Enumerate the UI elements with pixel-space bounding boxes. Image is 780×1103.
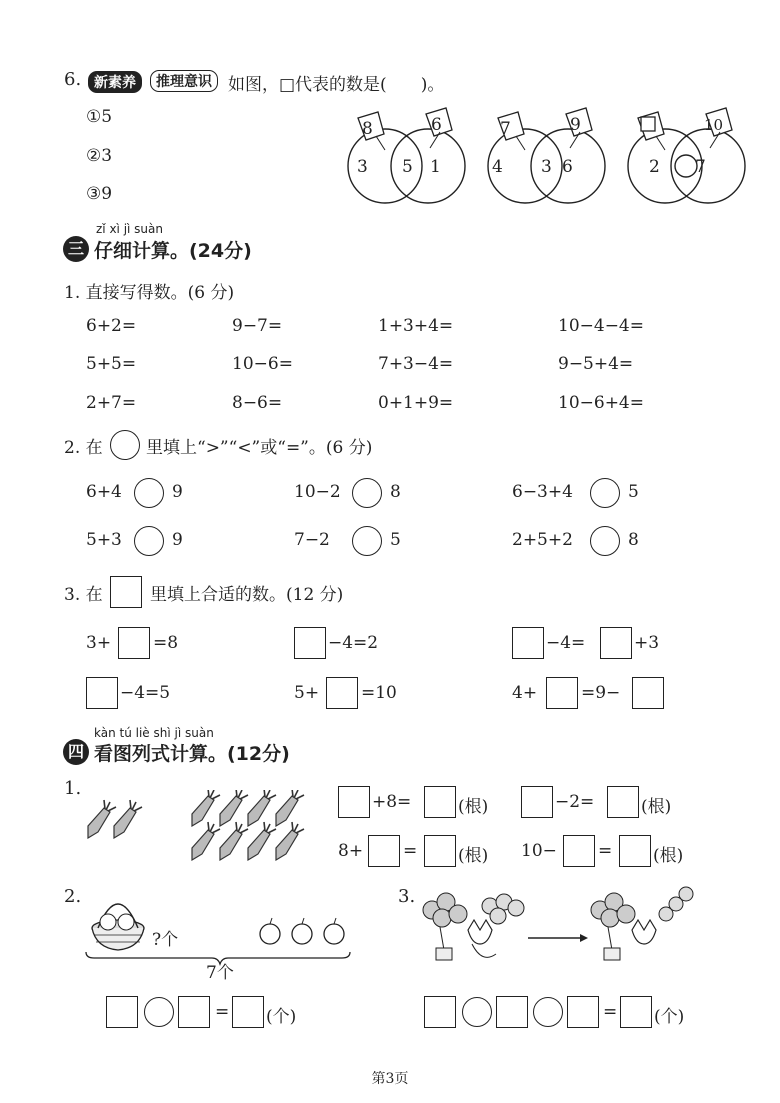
carrot-icon xyxy=(192,790,220,826)
title-box-icon xyxy=(110,576,142,608)
carrot-icon xyxy=(220,822,248,860)
calc-item[interactable]: 0+1+9= xyxy=(378,393,454,413)
p3-e-left: 5+ xyxy=(294,683,320,703)
p3-d-right: −4=5 xyxy=(120,683,171,703)
p3-unit: (个) xyxy=(654,1007,685,1027)
answer-box[interactable] xyxy=(106,996,138,1028)
p3-a-left: 3+ xyxy=(86,633,112,653)
answer-box[interactable] xyxy=(512,627,544,659)
answer-box[interactable] xyxy=(632,677,664,709)
venn-1-left: 3 xyxy=(357,157,368,177)
carrot-icon xyxy=(276,790,304,826)
sec3-p3-title-a: 3. 在 xyxy=(64,585,103,605)
sec4-p1-number: 1. xyxy=(64,778,82,799)
q6-option-3[interactable]: ③9 xyxy=(86,184,113,204)
answer-box[interactable] xyxy=(424,786,456,818)
venn-2-right-tag: 9 xyxy=(570,115,581,135)
answer-box[interactable] xyxy=(178,996,210,1028)
carrot-icon xyxy=(114,800,142,838)
title-circle-icon xyxy=(110,430,140,460)
p3-f-left: 4+ xyxy=(512,683,538,703)
calc-item[interactable]: 10−6+4= xyxy=(558,393,644,413)
compare-circle[interactable] xyxy=(352,526,382,556)
p3-c-right: +3 xyxy=(634,633,660,653)
venn-2-right: 6 xyxy=(562,157,573,177)
sec4-title: 看图列式计算。(12分) xyxy=(94,743,290,765)
compare-circle[interactable] xyxy=(134,478,164,508)
answer-box[interactable] xyxy=(567,996,599,1028)
p1-eq4-left: 10− xyxy=(521,841,557,861)
p3-b-right: −4=2 xyxy=(328,633,379,653)
apple-icon xyxy=(292,918,312,944)
compare-right: 8 xyxy=(628,530,639,550)
sec3-number: 三 xyxy=(63,236,89,262)
calc-item[interactable]: 10−4−4= xyxy=(558,316,644,336)
calc-item[interactable]: 7+3−4= xyxy=(378,354,454,374)
calc-item[interactable]: 9−7= xyxy=(232,316,283,336)
sec3-p2-title-a: 2. 在 xyxy=(64,438,103,458)
p2-question: ?个 xyxy=(152,930,179,950)
page-number: 第3页 xyxy=(371,1071,409,1087)
sec3-p3-title-b: 里填上合适的数。(12 分) xyxy=(150,585,344,605)
answer-box[interactable] xyxy=(546,677,578,709)
q6-option-1[interactable]: ①5 xyxy=(86,107,113,127)
sec4-p3-number: 3. xyxy=(398,886,416,907)
answer-box[interactable] xyxy=(619,835,651,867)
compare-circle[interactable] xyxy=(352,478,382,508)
venn-1-right-tag: 6 xyxy=(431,115,442,135)
compare-circle[interactable] xyxy=(134,526,164,556)
calc-item[interactable]: 1+3+4= xyxy=(378,316,454,336)
compare-right: 9 xyxy=(172,530,183,550)
venn-3-mid-circle xyxy=(675,155,697,177)
fox-icon xyxy=(468,920,496,957)
calc-item[interactable]: 2+7= xyxy=(86,393,137,413)
carrots-picture xyxy=(84,790,314,870)
compare-left: 2+5+2 xyxy=(512,530,573,550)
sec4-p2-number: 2. xyxy=(64,886,82,907)
compare-right: 5 xyxy=(390,530,401,550)
venn-3 xyxy=(628,108,745,203)
operator-circle[interactable] xyxy=(462,997,492,1027)
p1-unit-3: (根) xyxy=(458,846,489,866)
venn-1-right: 1 xyxy=(430,157,441,177)
p3-f-mid: =9− xyxy=(581,683,621,703)
carrot-icon xyxy=(192,822,220,860)
compare-left: 7−2 xyxy=(294,530,330,550)
venn-1-mid: 5 xyxy=(402,157,413,177)
compare-right: 5 xyxy=(628,482,639,502)
p3-e-right: =10 xyxy=(361,683,397,703)
balloons-right-icon xyxy=(591,887,693,960)
answer-box[interactable] xyxy=(424,835,456,867)
calc-item[interactable]: 8−6= xyxy=(232,393,283,413)
arrow-right-icon xyxy=(528,934,588,942)
carrot-icon xyxy=(88,800,116,838)
balloons-picture xyxy=(412,880,712,970)
venn-diagrams xyxy=(340,100,760,215)
apple-icon xyxy=(324,918,344,944)
sec3-p2-title-b: 里填上“>”“<”或“=”。(6 分) xyxy=(146,438,373,458)
balloons-held-icon xyxy=(482,894,524,924)
sec3-p1-title: 1. 直接写得数。(6 分) xyxy=(64,283,235,303)
calc-item[interactable]: 9−5+4= xyxy=(558,354,634,374)
answer-box[interactable] xyxy=(496,996,528,1028)
venn-2-mid: 3 xyxy=(541,157,552,177)
calc-item[interactable]: 10−6= xyxy=(232,354,293,374)
sec4-number: 四 xyxy=(63,739,89,765)
unknown-square xyxy=(641,117,655,131)
sec4-pinyin: kàn tú liè shì jì suàn xyxy=(94,726,214,740)
p1-eq3-eq: = xyxy=(403,841,418,861)
compare-right: 9 xyxy=(172,482,183,502)
p1-eq2-op: −2= xyxy=(555,792,595,812)
p2-total: 7个 xyxy=(206,963,234,983)
answer-box[interactable] xyxy=(294,627,326,659)
q6-option-2[interactable]: ②3 xyxy=(86,146,113,166)
p1-eq4-eq: = xyxy=(598,841,613,861)
answer-box[interactable] xyxy=(521,786,553,818)
basket-icon xyxy=(92,904,144,950)
carrot-icon xyxy=(248,790,276,826)
answer-box[interactable] xyxy=(232,996,264,1028)
p1-eq3-left: 8+ xyxy=(338,841,364,861)
q6-stem: 如图，□代表的数是( )。 xyxy=(228,75,445,95)
balloons-left-icon xyxy=(423,893,467,960)
answer-box[interactable] xyxy=(620,996,652,1028)
compare-left: 5+3 xyxy=(86,530,122,550)
calc-item[interactable]: 5+5= xyxy=(86,354,137,374)
p2-equals: = xyxy=(215,1002,230,1022)
compare-right: 8 xyxy=(390,482,401,502)
compare-circle[interactable] xyxy=(590,526,620,556)
p1-unit-4: (根) xyxy=(653,846,684,866)
p3-equals: = xyxy=(603,1002,618,1022)
p2-unit: (个) xyxy=(266,1007,297,1027)
q6-number: 6. xyxy=(64,69,82,90)
p1-unit-2: (根) xyxy=(641,797,672,817)
badge-new-literacy: 新素养 xyxy=(88,71,142,93)
compare-left: 10−2 xyxy=(294,482,341,502)
answer-box[interactable] xyxy=(607,786,639,818)
venn-3-right: 7 xyxy=(695,157,706,177)
answer-box[interactable] xyxy=(118,627,150,659)
calc-item[interactable]: 6+2= xyxy=(86,316,137,336)
operator-circle[interactable] xyxy=(533,997,563,1027)
venn-3-left: 2 xyxy=(649,157,660,177)
p3-c-mid: −4= xyxy=(546,633,586,653)
apple-icon xyxy=(260,918,280,944)
sec3-title: 仔细计算。(24分) xyxy=(94,240,252,262)
p1-eq1-op: +8= xyxy=(372,792,412,812)
venn-1-left-tag: 8 xyxy=(362,119,373,139)
answer-box[interactable] xyxy=(563,835,595,867)
venn-3-right-tag: 10 xyxy=(704,116,724,134)
answer-box[interactable] xyxy=(600,627,632,659)
carrot-icon xyxy=(220,790,248,826)
operator-circle[interactable] xyxy=(144,997,174,1027)
answer-box[interactable] xyxy=(424,996,456,1028)
p3-a-right: =8 xyxy=(153,633,179,653)
venn-2-left-tag: 7 xyxy=(500,119,511,139)
answer-box[interactable] xyxy=(86,677,118,709)
compare-left: 6−3+4 xyxy=(512,482,573,502)
carrot-icon xyxy=(276,822,304,860)
compare-left: 6+4 xyxy=(86,482,122,502)
sec3-pinyin: zǐ xì jì suàn xyxy=(96,222,163,236)
answer-box[interactable] xyxy=(338,786,370,818)
venn-2-left: 4 xyxy=(492,157,503,177)
compare-circle[interactable] xyxy=(590,478,620,508)
badge-reasoning: 推理意识 xyxy=(150,70,218,92)
carrot-icon xyxy=(248,822,276,860)
answer-box[interactable] xyxy=(326,677,358,709)
p1-unit-1: (根) xyxy=(458,797,489,817)
answer-box[interactable] xyxy=(368,835,400,867)
